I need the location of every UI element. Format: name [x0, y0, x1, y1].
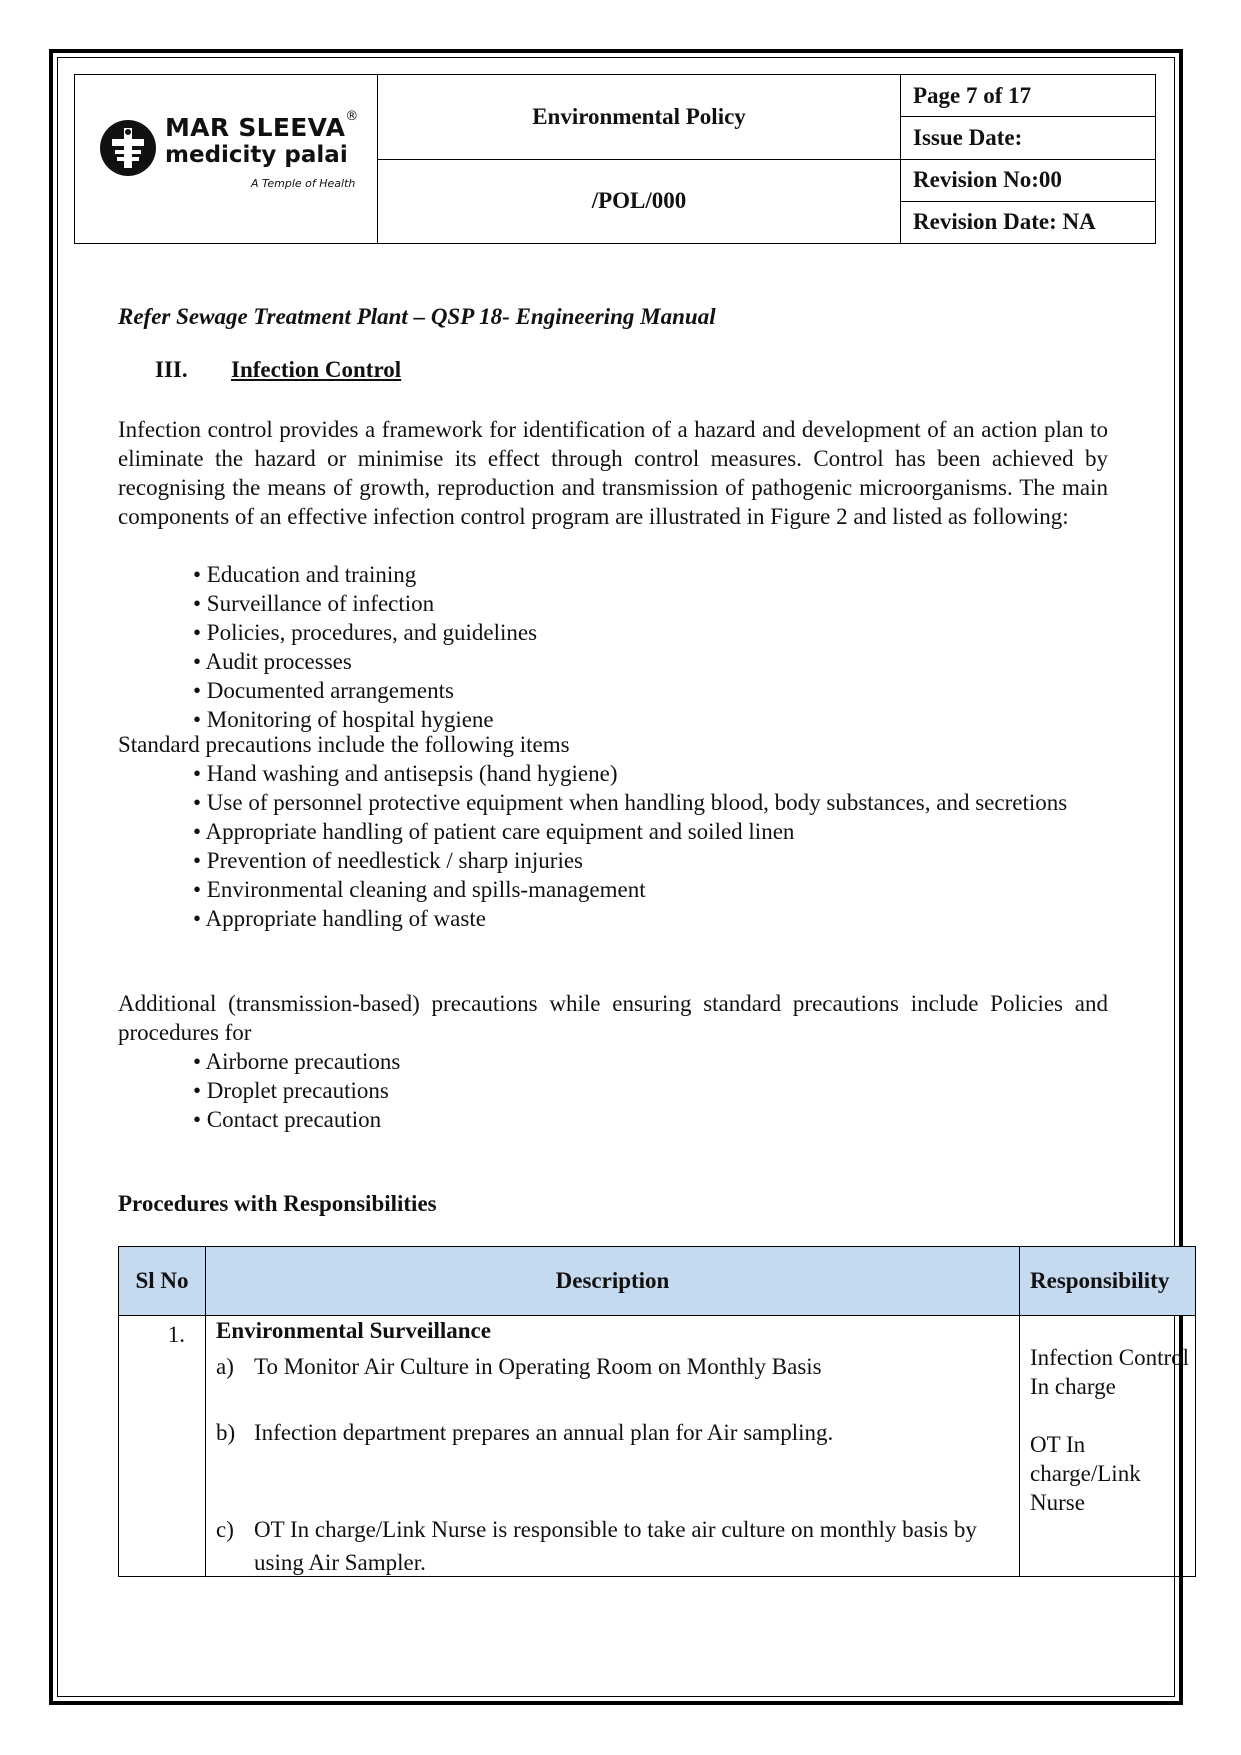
procedures-table — [118, 1246, 1196, 1577]
column-header-description: Description — [206, 1247, 1020, 1316]
list-item: • Hand washing and antisepsis (hand hygiene) — [193, 761, 618, 786]
list-item: • Education and training — [193, 562, 417, 587]
reference-note: Refer Sewage Treatment Plant – QSP 18- Engineering Manual — [118, 304, 716, 329]
cross-emblem-icon — [99, 119, 157, 177]
column-header-responsibility: Responsibility — [1020, 1247, 1196, 1316]
item-text: OT In charge/Link Nurse is responsible to take air culture on monthly basis by using Air Sampler. — [254, 1517, 977, 1575]
row-sl-no: 1. — [119, 1316, 206, 1577]
row-title: Environmental Surveillance — [216, 1318, 491, 1343]
additional-precautions-intro: Additional (transmission-based) precautions while ensuring standard precautions include Policies and procedures for — [118, 991, 1108, 1045]
list-item: • Droplet precautions — [193, 1078, 389, 1103]
list-item: • Environmental cleaning and spills-management — [193, 877, 646, 902]
page-number: Page 7 of 17 — [901, 75, 1156, 117]
hospital-logo — [99, 109, 359, 209]
standard-precautions-intro: Standard precautions include the following items — [118, 732, 570, 757]
intro-paragraph: Infection control provides a framework for identification of a hazard and development of an action plan to eliminate the hazard or minimise its effect through control measures. Control has been achieved by recognising the means of growth, reproduction and transmission of pathogenic microorganisms. The main components of an effective infection control program are illustrated in Figure 2 and listed as following: — [118, 417, 1108, 529]
list-item — [216, 1513, 996, 1579]
revision-date: Revision Date: NA — [901, 201, 1156, 243]
row-responsibility — [1020, 1316, 1196, 1577]
list-item — [216, 1350, 996, 1383]
issue-date: Issue Date: — [901, 117, 1156, 159]
list-item: • Prevention of needlestick / sharp injuries — [193, 848, 584, 873]
document-title: Environmental Policy — [378, 75, 901, 160]
revision-number: Revision No:00 — [901, 159, 1156, 201]
list-item: • Surveillance of infection — [193, 591, 435, 616]
table-row — [119, 1316, 1196, 1577]
item-key: a) — [216, 1354, 234, 1379]
list-item: • Contact precaution — [193, 1107, 382, 1132]
logo-tagline: A Temple of Health — [251, 177, 356, 190]
responsibility-item: Infection Control In charge — [1030, 1345, 1190, 1399]
section-heading — [155, 357, 401, 383]
additional-precautions-list — [193, 1047, 1108, 1134]
document-code: /POL/000 — [378, 159, 901, 244]
list-item: • Monitoring of hospital hygiene — [193, 707, 494, 732]
column-header-sl-no: Sl No — [119, 1247, 206, 1316]
list-item: • Documented arrangements — [193, 678, 454, 703]
item-key: b) — [216, 1420, 236, 1445]
responsibility-item: OT In charge/Link Nurse — [1030, 1432, 1141, 1515]
list-item: • Appropriate handling of patient care equipment and soiled linen — [193, 819, 795, 844]
list-item: • Audit processes — [193, 649, 352, 674]
list-item: • Use of personnel protective equipment when handling blood, body substances, and secretions — [193, 790, 1068, 815]
components-list — [193, 560, 1108, 734]
registered-mark: ® — [345, 109, 359, 124]
procedures-heading: Procedures with Responsibilities — [118, 1191, 437, 1216]
logo-name: MAR SLEEVA — [165, 113, 346, 142]
row-description — [206, 1316, 1020, 1577]
section-number: III. — [155, 357, 188, 382]
list-item — [216, 1416, 996, 1449]
document-header — [74, 74, 1156, 244]
list-item: • Policies, procedures, and guidelines — [193, 620, 538, 645]
standard-precautions-list — [193, 759, 1108, 933]
section-title: Infection Control — [231, 357, 402, 382]
item-key: c) — [216, 1517, 234, 1542]
list-item: • Appropriate handling of waste — [193, 906, 486, 931]
item-text: Infection department prepares an annual plan for Air sampling. — [254, 1420, 834, 1445]
list-item: • Airborne precautions — [193, 1049, 401, 1074]
logo-cell — [75, 75, 378, 244]
logo-subname: medicity palai — [165, 142, 348, 168]
item-text: To Monitor Air Culture in Operating Room on Monthly Basis — [254, 1354, 822, 1379]
